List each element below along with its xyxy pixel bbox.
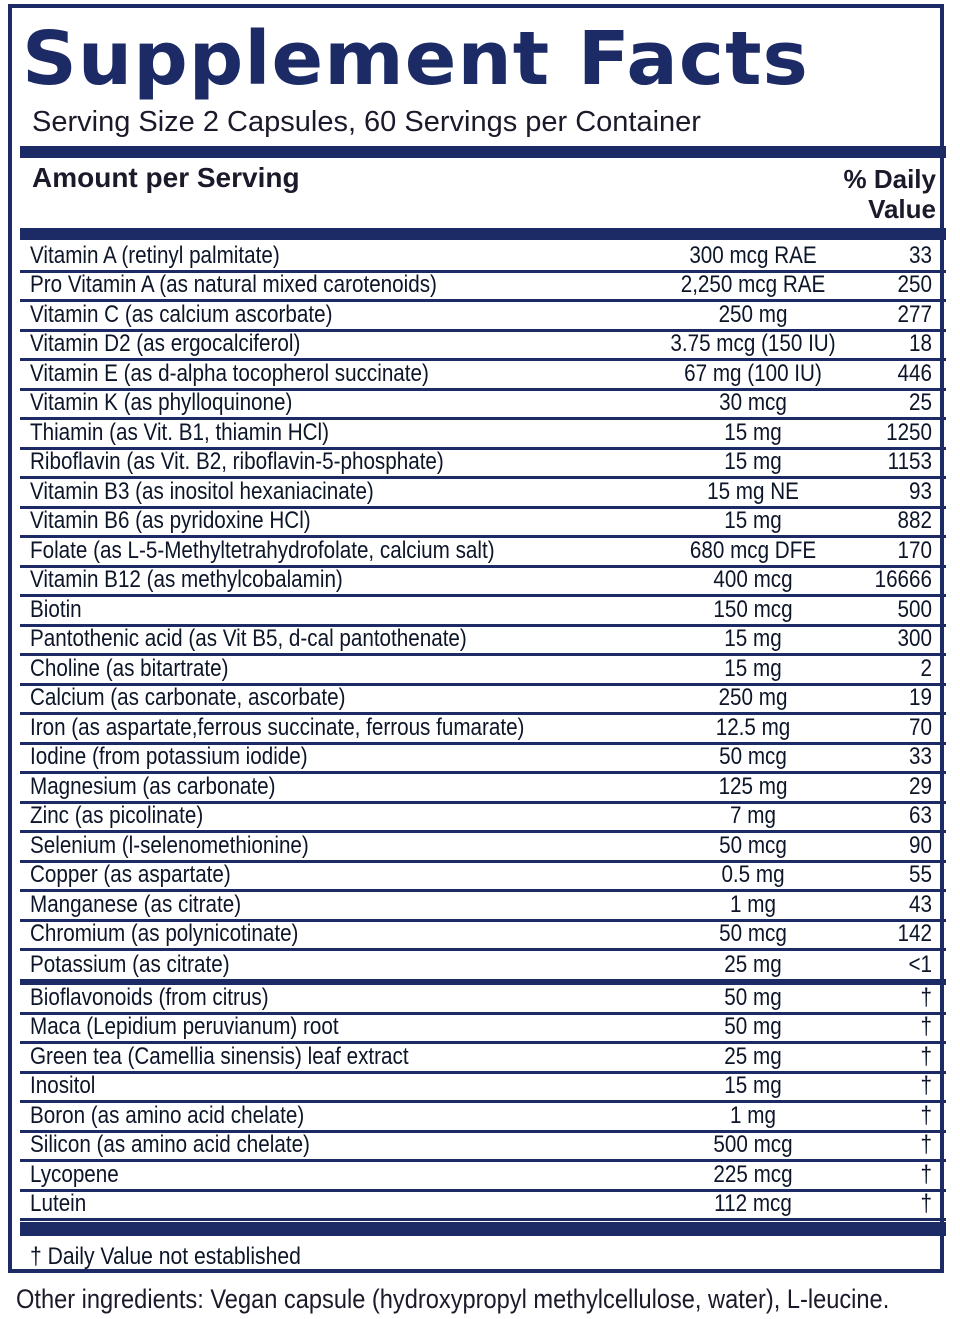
nutrient-name: Boron (as amino acid chelate) bbox=[30, 1101, 305, 1129]
nutrient-amount: 50 mcg bbox=[719, 831, 787, 859]
nutrient-amount: 400 mcg bbox=[713, 566, 793, 593]
nutrient-daily-value: † bbox=[920, 1131, 932, 1158]
table-row bbox=[20, 1103, 946, 1133]
nutrient-daily-value: 300 bbox=[897, 625, 932, 652]
nutrient-amount: 15 mg bbox=[724, 418, 782, 446]
nutrient-amount: 225 mcg bbox=[713, 1160, 793, 1188]
nutrient-amount: 50 mg bbox=[724, 1013, 782, 1040]
nutrient-amount: 3.75 mcg (150 IU) bbox=[670, 330, 836, 357]
table-row bbox=[20, 1044, 946, 1074]
nutrient-daily-value: 446 bbox=[897, 359, 932, 387]
nutrient-daily-value: 18 bbox=[909, 330, 932, 357]
nutrient-daily-value: 882 bbox=[897, 507, 932, 534]
nutrient-name: Pro Vitamin A (as natural mixed carotenoids) bbox=[30, 271, 437, 298]
nutrient-daily-value: 19 bbox=[909, 684, 932, 711]
table-row bbox=[20, 985, 946, 1015]
nutrient-name: Iron (as aspartate,ferrous succinate, ferrous fumarate) bbox=[30, 713, 525, 741]
table-row bbox=[20, 1015, 946, 1045]
nutrient-name: Zinc (as picolinate) bbox=[30, 802, 204, 829]
table-row bbox=[20, 627, 946, 657]
panel-title: Supplement Facts bbox=[22, 16, 809, 102]
table-row bbox=[20, 745, 946, 775]
nutrient-daily-value: <1 bbox=[908, 951, 932, 978]
nutrient-amount: 15 mg bbox=[724, 448, 782, 475]
table-row bbox=[20, 361, 946, 391]
nutrient-amount: 112 mcg bbox=[714, 1190, 792, 1217]
nutrient-amount: 15 mg bbox=[724, 625, 782, 652]
nutrient-name: Vitamin C (as calcium ascorbate) bbox=[30, 300, 333, 328]
nutrient-name: Magnesium (as carbonate) bbox=[30, 772, 276, 800]
nutrient-amount: 15 mg bbox=[724, 654, 782, 682]
nutrient-daily-value: 63 bbox=[909, 802, 932, 829]
nutrient-daily-value: † bbox=[920, 1042, 932, 1070]
nutrient-name: Copper (as aspartate) bbox=[30, 861, 231, 888]
nutrient-daily-value: 70 bbox=[909, 713, 932, 741]
nutrient-daily-value: † bbox=[920, 1190, 932, 1217]
nutrient-amount: 1 mg bbox=[730, 890, 776, 918]
nutrient-name: Silicon (as amino acid chelate) bbox=[30, 1131, 310, 1158]
nutrient-amount: 500 mcg bbox=[713, 1131, 793, 1158]
nutrient-amount: 50 mcg bbox=[719, 920, 787, 947]
nutrient-daily-value: 142 bbox=[897, 920, 932, 947]
nutrient-daily-value: 2 bbox=[920, 654, 932, 682]
table-row bbox=[20, 509, 946, 539]
nutrient-amount: 15 mg bbox=[724, 507, 782, 534]
table-row bbox=[20, 1074, 946, 1104]
table-row bbox=[20, 538, 946, 568]
nutrient-name: Vitamin A (retinyl palmitate) bbox=[30, 241, 280, 269]
table-row bbox=[20, 1133, 946, 1163]
nutrient-daily-value: † bbox=[920, 983, 932, 1011]
nutrient-daily-value: † bbox=[920, 1160, 932, 1188]
nutrient-amount: 25 mg bbox=[724, 1042, 782, 1070]
divider-thick-header bbox=[20, 228, 946, 240]
amount-per-serving-label: Amount per Serving bbox=[32, 162, 300, 193]
nutrient-amount: 30 mcg bbox=[719, 389, 787, 416]
nutrient-name: Folate (as L-5-Methyltetrahydrofolate, calcium salt) bbox=[30, 536, 495, 564]
nutrient-name: Vitamin B3 (as inositol hexaniacinate) bbox=[30, 477, 374, 505]
nutrient-name: Maca (Lepidium peruvianum) root bbox=[30, 1013, 339, 1040]
daily-value-footnote: † Daily Value not established bbox=[30, 1243, 301, 1270]
nutrient-name: Calcium (as carbonate, ascorbate) bbox=[30, 684, 346, 711]
table-row bbox=[20, 302, 946, 332]
table-row bbox=[20, 1192, 946, 1222]
nutrient-amount: 50 mg bbox=[724, 983, 782, 1011]
nutrient-daily-value: 250 bbox=[897, 271, 932, 298]
nutrient-daily-value: 170 bbox=[897, 536, 932, 564]
nutrient-name: Bioflavonoids (from citrus) bbox=[30, 983, 269, 1011]
table-row bbox=[20, 273, 946, 303]
table-row bbox=[20, 420, 946, 450]
nutrient-amount: 7 mg bbox=[730, 802, 776, 829]
nutrient-name: Inositol bbox=[30, 1072, 96, 1099]
nutrient-name: Choline (as bitartrate) bbox=[30, 654, 229, 682]
nutrient-daily-value: 43 bbox=[909, 890, 932, 918]
nutrient-name: Lutein bbox=[30, 1190, 87, 1217]
nutrient-amount: 2,250 mcg RAE bbox=[680, 271, 826, 298]
nutrient-name: Manganese (as citrate) bbox=[30, 890, 242, 918]
nutrient-daily-value: † bbox=[920, 1101, 932, 1129]
nutrient-amount: 125 mg bbox=[718, 772, 788, 800]
nutrient-daily-value: 1153 bbox=[887, 448, 932, 475]
nutrient-name: Thiamin (as Vit. B1, thiamin HCl) bbox=[30, 418, 329, 446]
table-row bbox=[20, 332, 946, 362]
divider-thick-bottom bbox=[20, 1222, 946, 1236]
table-row bbox=[20, 774, 946, 804]
table-row bbox=[20, 892, 946, 922]
table-row bbox=[20, 833, 946, 863]
nutrient-amount: 50 mcg bbox=[719, 743, 787, 770]
daily-value-header-line2: Value bbox=[868, 194, 936, 224]
nutrient-name: Vitamin B6 (as pyridoxine HCl) bbox=[30, 507, 311, 534]
table-row bbox=[20, 951, 946, 985]
table-row bbox=[20, 804, 946, 834]
nutrient-name: Vitamin D2 (as ergocalciferol) bbox=[30, 330, 301, 357]
nutrient-daily-value: 1250 bbox=[886, 418, 932, 446]
divider-thick-top bbox=[20, 146, 946, 158]
nutrient-daily-value: 90 bbox=[909, 831, 932, 859]
table-row bbox=[20, 656, 946, 686]
nutrient-daily-value: † bbox=[920, 1013, 932, 1040]
nutrient-name: Chromium (as polynicotinate) bbox=[30, 920, 299, 947]
nutrient-amount: 300 mcg RAE bbox=[689, 241, 817, 269]
nutrient-daily-value: 500 bbox=[897, 595, 932, 623]
nutrient-name: Iodine (from potassium iodide) bbox=[30, 743, 308, 770]
nutrient-amount: 25 mg bbox=[724, 951, 782, 978]
nutrient-name: Vitamin B12 (as methylcobalamin) bbox=[30, 566, 343, 593]
nutrient-name: Selenium (l-selenomethionine) bbox=[30, 831, 309, 859]
table-row bbox=[20, 597, 946, 627]
nutrient-name: Lycopene bbox=[30, 1160, 119, 1188]
serving-size: Serving Size 2 Capsules, 60 Servings per Container bbox=[32, 106, 701, 138]
table-row bbox=[20, 391, 946, 421]
table-row bbox=[20, 922, 946, 952]
table-row bbox=[20, 243, 946, 273]
other-ingredients: Other ingredients: Vegan capsule (hydroxypropyl methylcellulose, water), L-leucine. bbox=[16, 1284, 890, 1314]
nutrient-daily-value: 277 bbox=[897, 300, 932, 328]
nutrient-name: Green tea (Camellia sinensis) leaf extract bbox=[30, 1042, 409, 1070]
nutrient-amount: 67 mg (100 IU) bbox=[684, 359, 822, 387]
nutrient-amount: 680 mcg DFE bbox=[689, 536, 817, 564]
nutrient-amount: 250 mg bbox=[718, 684, 788, 711]
table-row bbox=[20, 1162, 946, 1192]
table-row bbox=[20, 450, 946, 480]
nutrient-daily-value: 25 bbox=[909, 389, 932, 416]
table-row bbox=[20, 686, 946, 716]
nutrient-amount: 150 mcg bbox=[713, 595, 793, 623]
table-row bbox=[20, 715, 946, 745]
nutrient-daily-value: † bbox=[920, 1072, 932, 1099]
nutrient-daily-value: 33 bbox=[909, 743, 932, 770]
nutrient-amount: 12.5 mg bbox=[715, 713, 791, 741]
nutrient-daily-value: 16666 bbox=[874, 566, 932, 593]
table-row bbox=[20, 863, 946, 893]
nutrient-name: Vitamin E (as d-alpha tocopherol succinate) bbox=[30, 359, 429, 387]
nutrient-name: Vitamin K (as phylloquinone) bbox=[30, 389, 293, 416]
nutrient-amount: 15 mg NE bbox=[707, 477, 799, 505]
nutrient-name: Riboflavin (as Vit. B2, riboflavin-5-phosphate) bbox=[30, 448, 444, 475]
table-row bbox=[20, 479, 946, 509]
nutrient-amount: 250 mg bbox=[718, 300, 788, 328]
nutrient-amount: 0.5 mg bbox=[721, 861, 785, 888]
supplement-facts-panel bbox=[8, 4, 944, 1273]
nutrient-name: Potassium (as citrate) bbox=[30, 951, 230, 978]
nutrient-daily-value: 93 bbox=[909, 477, 932, 505]
nutrient-daily-value: 33 bbox=[909, 241, 932, 269]
nutrient-name: Biotin bbox=[30, 595, 82, 623]
nutrient-daily-value: 55 bbox=[909, 861, 932, 888]
daily-value-header-line1: % Daily bbox=[843, 164, 936, 194]
daily-value-header bbox=[816, 164, 936, 224]
nutrient-name: Pantothenic acid (as Vit B5, d-cal pantothenate) bbox=[30, 625, 467, 652]
nutrient-amount: 1 mg bbox=[730, 1101, 776, 1129]
nutrient-daily-value: 29 bbox=[909, 772, 932, 800]
nutrient-amount: 15 mg bbox=[724, 1072, 782, 1099]
table-row bbox=[20, 568, 946, 598]
